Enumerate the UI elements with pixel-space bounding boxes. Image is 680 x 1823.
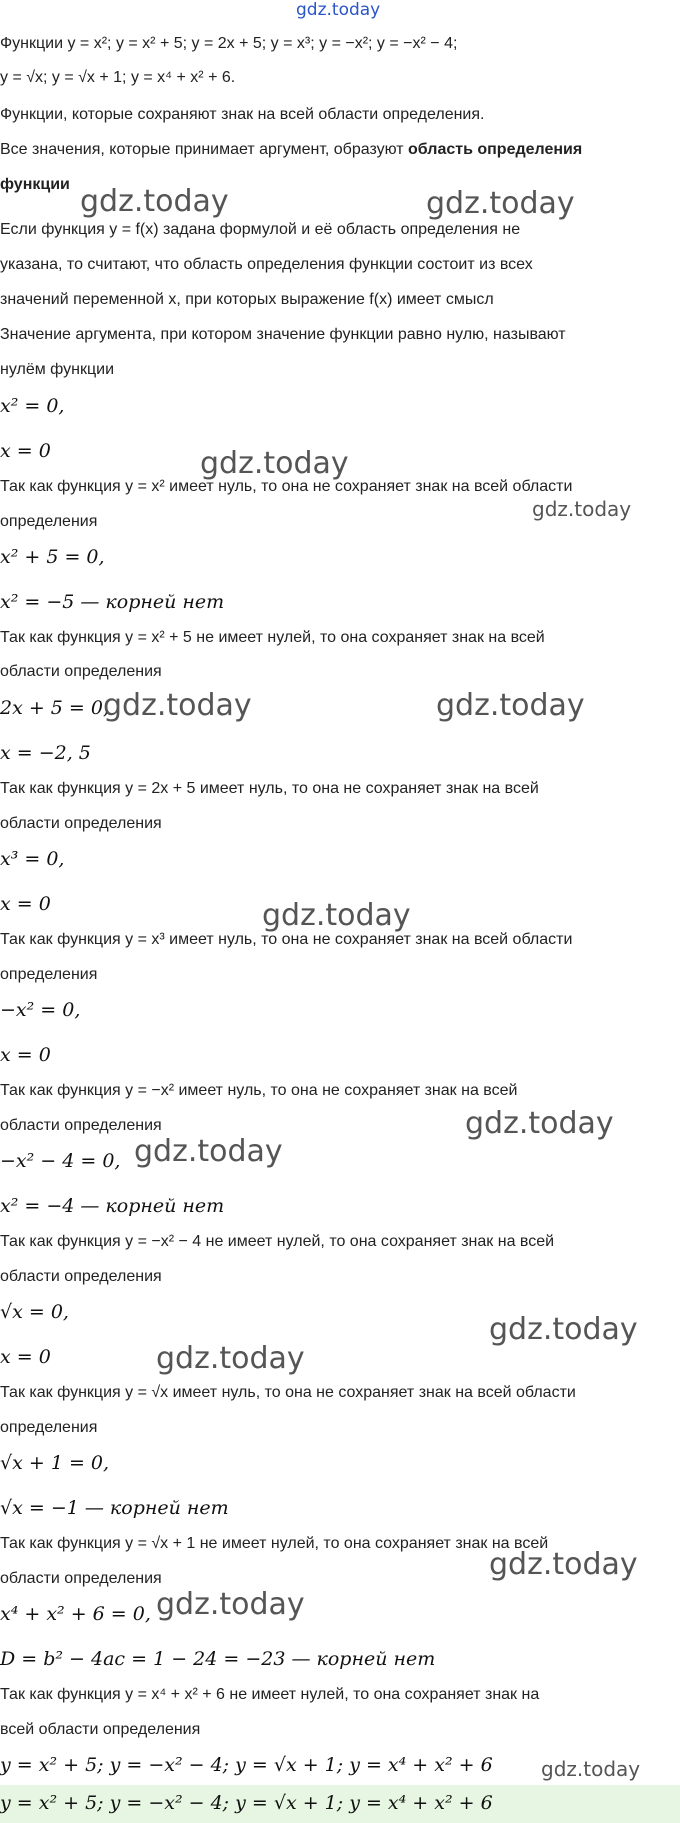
functions-line-2: y = √x; y = √x + 1; y = x⁴ + x² + 6. xyxy=(0,69,236,86)
watermark: gdz.today xyxy=(80,184,229,219)
watermark: gdz.today xyxy=(465,1106,614,1141)
conclusion-line: Так как функция y = x² + 5 не имеет нулей, то она сохраняет знак на всей xyxy=(0,629,545,646)
definition-text: Все значения, которые принимает аргумент, образуют xyxy=(0,141,409,158)
watermark: gdz.today xyxy=(436,688,585,723)
equation: √x = −1 — корней нет xyxy=(0,1497,229,1519)
conclusion-line: определения xyxy=(0,966,98,983)
equation: x⁴ + x² + 6 = 0, xyxy=(0,1603,151,1625)
conclusion-line: области определения xyxy=(0,1268,162,1285)
conclusion-line: Так как функция y = −x² − 4 не имеет нулей, то она сохраняет знак на всей xyxy=(0,1233,555,1250)
watermark: gdz.today xyxy=(262,898,411,933)
conclusion-line: области определения xyxy=(0,663,162,680)
domain-line-1: Если функция y = f(x) задана формулой и её область определения не xyxy=(0,221,521,238)
watermark: gdz.today xyxy=(103,688,252,723)
answer-highlighted: y = x² + 5; y = −x² − 4; y = √x + 1; y = x⁴ + x² + 6 xyxy=(0,1792,493,1814)
equation: x = −2, 5 xyxy=(0,742,91,764)
equation: D = b² − 4ac = 1 − 24 = −23 — корней нет xyxy=(0,1648,436,1670)
watermark: gdz.today xyxy=(156,1341,305,1376)
watermark: gdz.today xyxy=(156,1587,305,1622)
conclusion-line: Так как функция y = x³ имеет нуль, то она не сохраняет знак на всей области xyxy=(0,931,573,948)
equation: x² = −4 — корней нет xyxy=(0,1195,225,1217)
equation: x² = −5 — корней нет xyxy=(0,591,225,613)
conclusion-line: всей области определения xyxy=(0,1721,201,1738)
watermark: gdz.today xyxy=(489,1312,638,1347)
watermark-top: gdz.today xyxy=(296,0,381,20)
equation: √x + 1 = 0, xyxy=(0,1452,110,1474)
watermark: gdz.today xyxy=(134,1134,283,1169)
conclusion-line: определения xyxy=(0,513,98,530)
conclusion-line: Так как функция y = −x² имеет нуль, то она не сохраняет знак на всей xyxy=(0,1082,518,1099)
conclusion-line: Так как функция y = √x + 1 не имеет нулей, то она сохраняет знак на всей xyxy=(0,1535,549,1552)
conclusion-line: Так как функция y = x⁴ + x² + 6 не имеет нулей, то она сохраняет знак на xyxy=(0,1686,540,1703)
conclusion-line: Так как функция y = x² имеет нуль, то она не сохраняет знак на всей области xyxy=(0,478,573,495)
equation: −x² = 0, xyxy=(0,999,81,1021)
equation: 2x + 5 = 0, xyxy=(0,697,110,719)
equation: x² = 0, xyxy=(0,395,65,417)
conclusion-line: Так как функция y = √x имеет нуль, то она не сохраняет знак на всей области xyxy=(0,1384,576,1401)
definition-bold-term: область определения xyxy=(408,141,583,158)
watermark: gdz.today xyxy=(489,1547,638,1582)
functions-line-1: Функции y = x²; y = x² + 5; y = 2x + 5; y = x³; y = −x²; y = −x² − 4; xyxy=(0,35,458,52)
equation: x = 0 xyxy=(0,1044,51,1066)
zero-def-line-1: Значение аргумента, при котором значение функции равно нулю, называют xyxy=(0,326,566,343)
definition-line-1 xyxy=(0,139,582,161)
watermark: gdz.today xyxy=(532,497,632,521)
equation: x² + 5 = 0, xyxy=(0,546,105,568)
equation: x = 0 xyxy=(0,440,51,462)
conclusion-line: области определения xyxy=(0,1570,162,1587)
definition-line-2: функции xyxy=(0,176,70,193)
equation: √x = 0, xyxy=(0,1301,69,1323)
watermark: gdz.today xyxy=(200,446,349,481)
equation: x = 0 xyxy=(0,1346,51,1368)
watermark: gdz.today xyxy=(426,186,575,221)
equation: −x² − 4 = 0, xyxy=(0,1150,121,1172)
conclusion-line: определения xyxy=(0,1419,98,1436)
watermark: gdz.today xyxy=(541,1757,641,1781)
zero-def-line-2: нулём функции xyxy=(0,361,115,378)
domain-line-2: указана, то считают, что область определения функции состоит из всех xyxy=(0,256,533,273)
conclusion-line: области определения xyxy=(0,815,162,832)
conclusion-line: Так как функция y = 2x + 5 имеет нуль, то она не сохраняет знак на всей xyxy=(0,780,539,797)
equation: x = 0 xyxy=(0,893,51,915)
domain-line-3: значений переменной x, при которых выражение f(x) имеет смысл xyxy=(0,291,494,308)
answer-line: y = x² + 5; y = −x² − 4; y = √x + 1; y = x⁴ + x² + 6 xyxy=(0,1754,493,1776)
task-statement: Функции, которые сохраняют знак на всей области определения. xyxy=(0,106,485,123)
equation: x³ = 0, xyxy=(0,848,65,870)
conclusion-line: области определения xyxy=(0,1117,162,1134)
